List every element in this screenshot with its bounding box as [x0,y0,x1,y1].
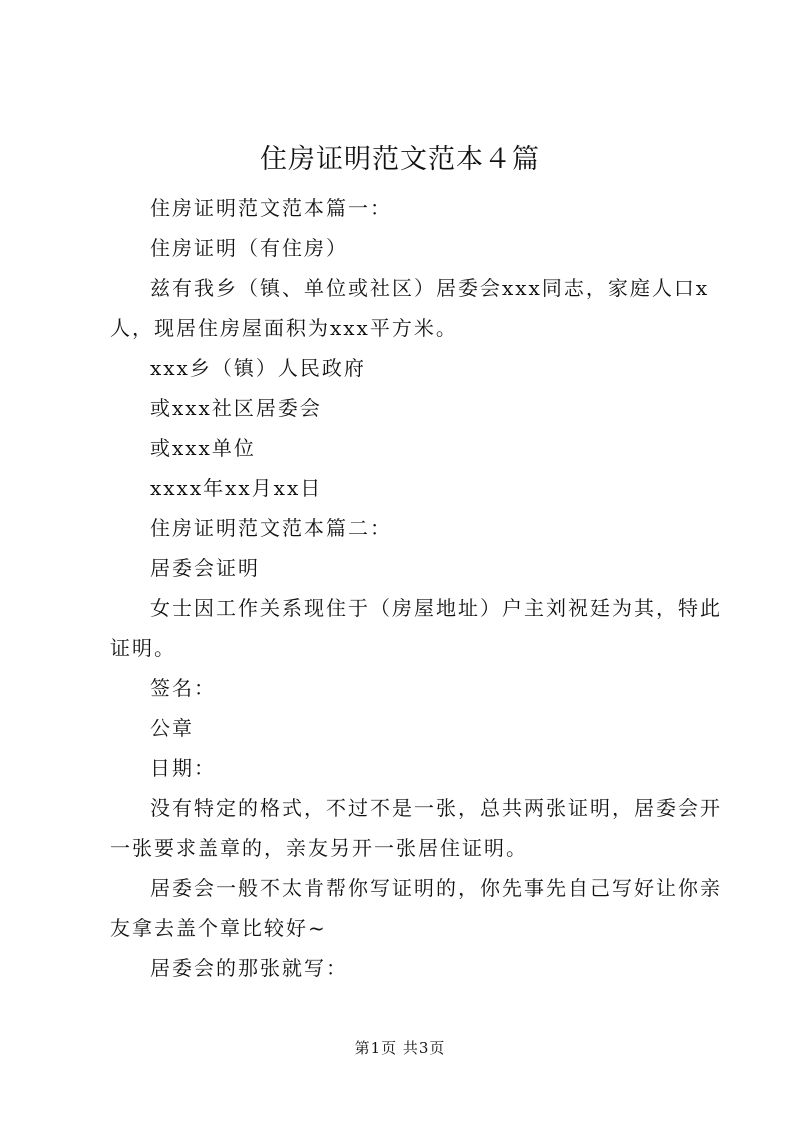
paragraph-line: 居委会的那张就写： [150,956,348,980]
issuer-line: 或xxx社区居委会 [150,396,322,420]
paragraph-line: 人，现居住房屋面积为xxx平方米。 [110,316,458,340]
seal-line: 公章 [150,716,194,740]
paragraph-line: 兹有我乡（镇、单位或社区）居委会xxx同志，家庭人口x [150,276,710,300]
paragraph-line: 没有特定的格式，不过不是一张，总共两张证明，居委会开 [150,796,722,820]
paragraph-line: 女士因工作关系现住于（房屋地址）户主刘祝廷为其，特此 [150,596,722,620]
document-title: 住房证明范文范本４篇 [260,144,540,175]
page-number: 第1页 共3页 [354,1039,446,1057]
paragraph-line: 友拿去盖个章比较好~ [110,916,327,940]
paragraph-line: 证明。 [110,636,176,660]
section-heading-1: 住房证明范文范本篇一： [150,196,392,220]
paragraph-line: 一张要求盖章的，亲友另开一张居住证明。 [110,836,528,860]
section-heading-2: 住房证明范文范本篇二： [150,516,392,540]
certificate-heading: 住房证明（有住房） [150,236,348,260]
issuer-line: xxx乡（镇）人民政府 [150,356,366,380]
issuer-line: 或xxx单位 [150,436,256,460]
signature-line: 签名： [150,676,216,700]
date-line: xxxx年xx月xx日 [150,476,323,500]
paragraph-line: 居委会一般不太肯帮你写证明的，你先事先自己写好让你亲 [150,876,722,900]
date-line: 日期： [150,756,216,780]
certificate-heading: 居委会证明 [150,556,260,580]
